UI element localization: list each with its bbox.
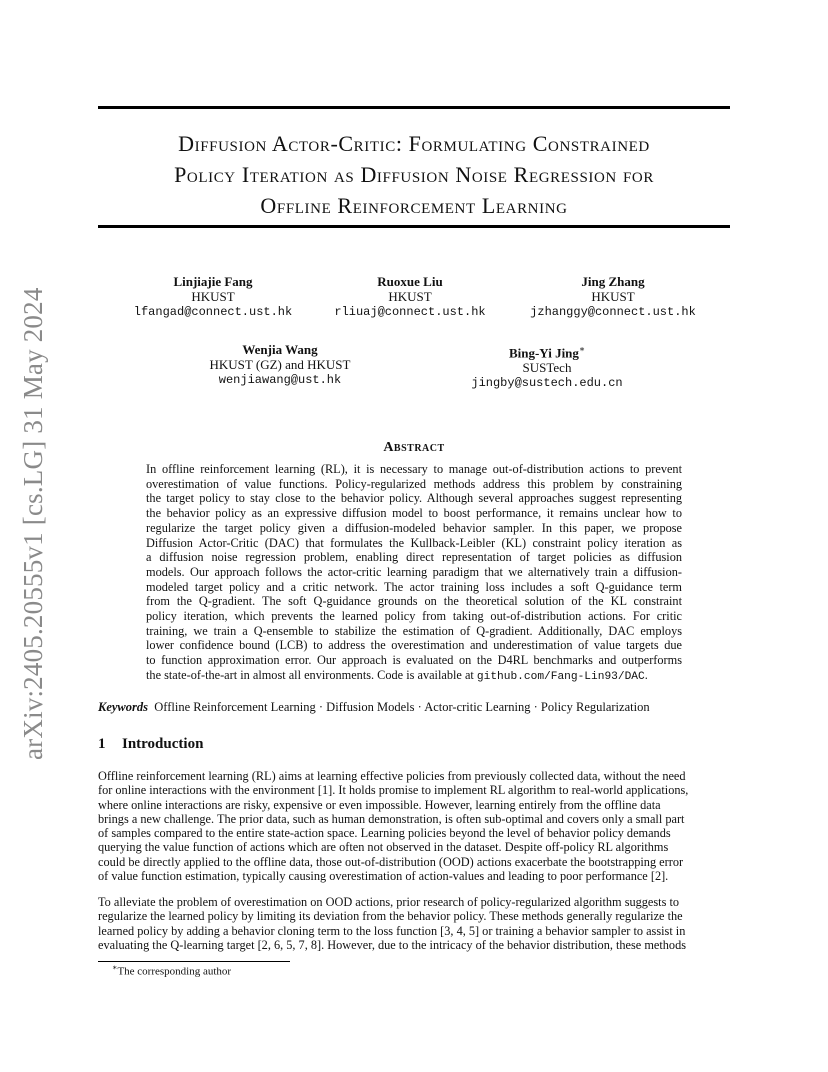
author-affiliation: HKUST (GZ) and HKUST <box>209 357 351 372</box>
arxiv-identifier: arXiv:2405.20555v1 [cs.LG] 31 May 2024 <box>18 287 48 760</box>
author-name: Wenjia Wang <box>242 342 318 357</box>
author-name: Linjiajie Fang <box>173 274 253 289</box>
abstract-line: the target policy to stay close to the behavior policy. Although several approaches suggest representing <box>146 491 682 506</box>
paragraph-line: of value function estimation, typically causing overestimation of action-values and leading to poor performance [2]. <box>98 869 669 884</box>
abstract-last-end: . <box>644 667 648 682</box>
author-email[interactable]: jzhanggy@connect.ust.hk <box>530 305 696 319</box>
author-email[interactable]: jingby@sustech.edu.cn <box>471 376 623 391</box>
author-block <box>528 274 698 320</box>
keywords-line <box>98 700 738 715</box>
abstract-line: from the Q-gradient. The soft Q-guidance grounds on the theoretical solution of the KL constraint <box>146 594 682 609</box>
author-email[interactable]: rliuaj@connect.ust.hk <box>334 305 486 319</box>
abstract-line-last <box>146 668 682 685</box>
paper-title <box>98 128 730 221</box>
paragraph-line: learned policy by adding a behavior cloning term to the loss function [3, 4, 5] or training a behavior sampler to assist in <box>98 923 686 938</box>
abstract-line: a diffusion noise regression problem, enabling direct representation of target policies as diffusion <box>146 550 682 565</box>
abstract-text <box>146 462 682 685</box>
author-affiliation: HKUST <box>591 289 635 304</box>
keywords-label: Keywords <box>98 700 148 714</box>
footnote-text: The corresponding author <box>117 965 232 978</box>
section-title: Introduction <box>122 736 204 752</box>
author-email[interactable]: lfangad@connect.ust.hk <box>133 305 293 319</box>
paragraph-line: regularize the learned policy by limiting its deviation from the behavior policy. These methods generally regularize the <box>98 909 683 924</box>
abstract-last-text: the state-of-the-art in almost all environments. Code is available at <box>146 667 477 682</box>
paragraph-line: evaluating the Q-learning target [2, 6, 5, 7, 8]. However, due to the intricacy of the behavior distribution, these methods <box>98 937 686 952</box>
title-line: Policy Iteration as Diffusion Noise Regression for <box>174 162 654 187</box>
footnote-rule <box>98 961 290 962</box>
title-top-rule <box>98 106 730 109</box>
paragraph-line: could be directly applied to the offline data, those out-of-distribution (OOD) actions exacerbate the bootstrapping error <box>98 854 684 869</box>
abstract-line: regularize the target policy given a diffusion-modeled behavior sampler. In this paper, we propose <box>146 520 682 535</box>
code-link[interactable]: github.com/Fang-Lin93/DAC <box>476 670 645 683</box>
abstract-line: the behavior policy as an expressive diffusion model to boost performance, it remains unclear how to <box>146 506 682 521</box>
author-block <box>462 342 632 391</box>
abstract-line: In offline reinforcement learning (RL), it is necessary to manage out-of-distribution actions to prevent <box>146 462 682 476</box>
keywords-text: Offline Reinforcement Learning · Diffusion Models · Actor-critic Learning · Policy Regularization <box>154 700 650 714</box>
title-line: Offline Reinforcement Learning <box>260 193 568 218</box>
abstract-line: lower confidence bound (LCB) to address the overestimation and underestimation of value targets due <box>146 638 682 653</box>
section-number: 1 <box>98 736 106 752</box>
paragraph-line: for online interactions with the environment [1]. It holds promise to implement RL algorithm to real-world applications, <box>98 783 689 798</box>
author-block <box>133 274 293 320</box>
paragraph-line: where online interactions are risky, expensive or even impossible. However, learning entirely from the offline data <box>98 797 661 812</box>
author-affiliation: HKUST <box>191 289 235 304</box>
author-block <box>190 342 370 388</box>
abstract-line: modeled target policy and a critic network. The actor training loss includes a soft Q-guidance term <box>146 579 682 594</box>
author-affiliation: HKUST <box>388 289 432 304</box>
section-heading <box>98 736 203 753</box>
paragraph-line: To alleviate the problem of overestimation on OOD actions, prior research of policy-regularized algorithm suggests to <box>98 895 680 909</box>
author-name: Ruoxue Liu <box>377 274 443 289</box>
paragraph-line: querying the value function of actions which are often not observed in the dataset. Despite off-policy RL algorithms <box>98 840 669 855</box>
abstract-line: policy iteration, which prevents the learned policy from taking out-of-distribution actions. For critic <box>146 609 682 624</box>
paragraph-line: Offline reinforcement learning (RL) aims at learning effective policies from previously collected data, without the need <box>98 769 686 783</box>
footnote-mark: ∗ <box>112 963 118 972</box>
abstract-line: Diffusion Actor-Critic (DAC) that formulates the Kullback-Leibler (KL) constraint policy iteration as <box>146 535 682 550</box>
intro-paragraph <box>98 895 730 952</box>
paragraph-line: of samples compared to the entire state-action space. Learning policies beyond the level of behavior policy demands <box>98 826 671 841</box>
title-bottom-rule <box>98 225 730 228</box>
paragraph-line: brings a new challenge. The prior data, such as human demonstration, is often sub-optimal and covers only a small part <box>98 811 685 826</box>
author-affiliation: SUSTech <box>522 360 572 376</box>
author-name: Bing-Yi Jing <box>508 345 579 361</box>
abstract-line: overestimation of value functions. Policy-regularized methods address this problem by constraining <box>146 476 682 491</box>
author-email[interactable]: wenjiawang@ust.hk <box>218 373 342 387</box>
author-block <box>330 274 490 320</box>
abstract-line: training, we train a Q-ensemble to stabilize the estimation of Q-gradient. Additionally, DAC employs <box>146 623 682 638</box>
author-name: Jing Zhang <box>581 274 645 289</box>
abstract-line: models. Our approach follows the actor-critic learning paradigm that we alternatively train a diffusion- <box>146 564 682 579</box>
intro-paragraph <box>98 769 730 883</box>
footnote <box>112 963 231 978</box>
footnote-marker[interactable]: ∗ <box>578 344 586 354</box>
abstract-heading: Abstract <box>383 440 445 455</box>
title-line: Diffusion Actor-Critic: Formulating Constrained <box>178 131 650 156</box>
abstract-line: to function approximation error. Our approach is evaluated on the D4RL benchmarks and outperforms <box>146 653 682 668</box>
